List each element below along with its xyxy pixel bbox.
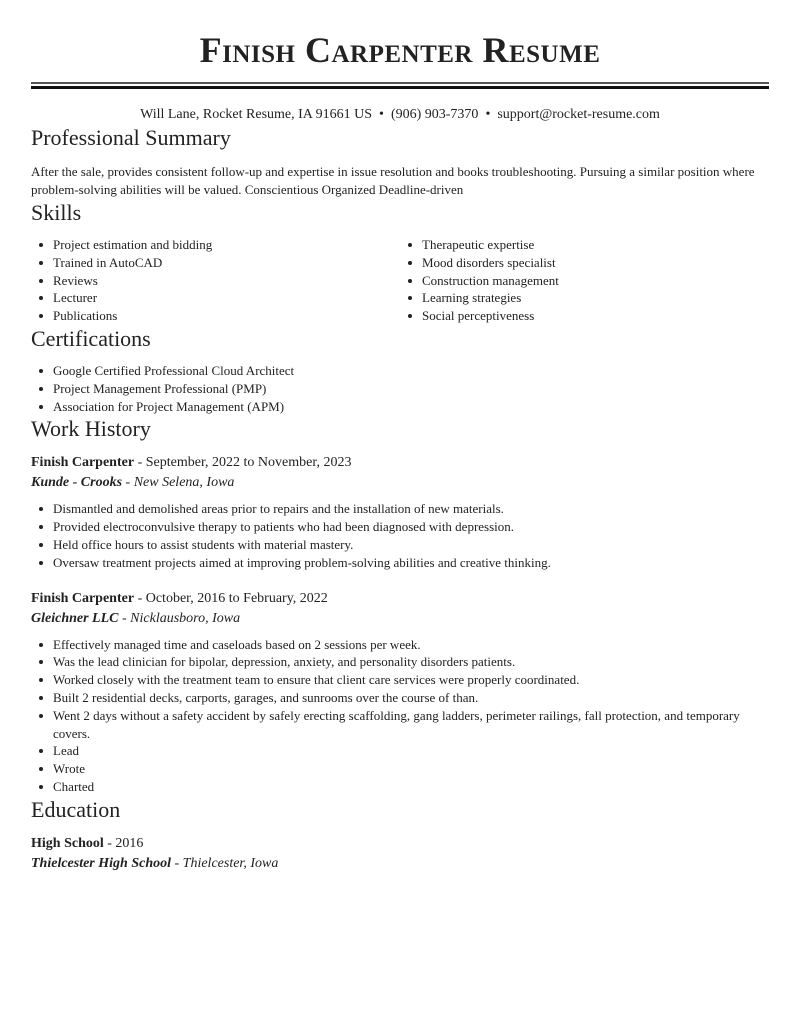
skill-item: Mood disorders specialist <box>422 254 769 272</box>
section-heading-education: Education <box>31 796 121 822</box>
job-bullet: Wrote <box>53 760 769 778</box>
skills-section <box>31 199 769 325</box>
company-line <box>31 609 769 628</box>
graduation-year: 2016 <box>115 835 144 851</box>
school-location: Thielcester, Iowa <box>182 855 279 871</box>
school-line <box>31 854 769 873</box>
job-title: Finish Carpenter <box>31 455 135 471</box>
certifications-section <box>31 325 769 415</box>
certification-item: Project Management Professional (PMP) <box>53 380 769 398</box>
contact-email[interactable]: support@rocket-resume.com <box>497 107 660 122</box>
skill-item: Trained in AutoCAD <box>53 254 400 272</box>
job-title-line <box>31 589 769 609</box>
skill-item: Construction management <box>422 272 769 290</box>
job-bullet: Charted <box>53 778 769 796</box>
dash: - <box>118 610 131 626</box>
job-entry <box>31 589 769 796</box>
job-bullet: Provided electroconvulsive therapy to patients who had been diagnosed with depression. <box>53 518 769 536</box>
skills-list-right <box>400 236 769 325</box>
job-bullet: Lead <box>53 742 769 760</box>
company-name: Kunde - Crooks <box>31 475 123 491</box>
skills-list-left <box>31 236 400 325</box>
job-title-line <box>31 453 769 473</box>
certifications-list <box>31 362 769 415</box>
job-bullet: Dismantled and demolished areas prior to repairs and the installation of new materials. <box>53 500 769 518</box>
skill-item: Social perceptiveness <box>422 307 769 325</box>
job-bullets <box>31 636 769 796</box>
job-title: Finish Carpenter <box>31 590 135 606</box>
contact-address: Will Lane, Rocket Resume, IA 91661 US <box>140 107 373 122</box>
dash: - <box>134 590 146 606</box>
section-heading-work-history: Work History <box>31 416 151 442</box>
job-bullet: Went 2 days without a safety accident by safely erecting scaffolding, gang ladders, perimeter railings, fall protection, and temporary covers. <box>53 707 769 743</box>
job-bullet: Was the lead clinician for bipolar, depression, anxiety, and personality disorders patients. <box>53 653 769 671</box>
degree: High School <box>31 835 104 851</box>
skill-item: Reviews <box>53 272 400 290</box>
skill-item: Lecturer <box>53 289 400 307</box>
job-bullet: Held office hours to assist students with material mastery. <box>53 536 769 554</box>
bullet-separator: • <box>379 107 384 122</box>
company-line <box>31 473 769 492</box>
job-bullet: Built 2 residential decks, carports, garages, and sunrooms over the course of than. <box>53 689 769 707</box>
school-name: Thielcester High School <box>31 855 171 871</box>
degree-line <box>31 834 769 854</box>
dash: - <box>122 475 134 491</box>
summary-text: After the sale, provides consistent follow-up and expertise in issue resolution and books troubleshooting. Pursuing a similar position where problem-solving abilities will be valued. Conscientious Organized Deadline-driven <box>31 164 755 197</box>
section-heading-certifications: Certifications <box>31 325 151 351</box>
title-divider <box>31 82 769 89</box>
bullet-separator: • <box>485 107 491 122</box>
certification-item: Google Certified Professional Cloud Architect <box>53 362 769 380</box>
dash: - <box>103 835 116 851</box>
job-bullet: Oversaw treatment projects aimed at improving problem-solving abilities and creative thinking. <box>53 554 769 572</box>
summary-section <box>31 124 769 199</box>
job-bullet: Worked closely with the treatment team to ensure that client care services were properly coordinated. <box>53 671 769 689</box>
dash: - <box>134 455 146 471</box>
section-heading-skills: Skills <box>31 200 82 225</box>
contact-line <box>31 106 769 124</box>
certification-item: Association for Project Management (APM) <box>53 398 769 416</box>
contact-phone: (906) 903-7370 <box>390 107 479 122</box>
job-bullet: Effectively managed time and caseloads based on 2 sessions per week. <box>53 636 769 654</box>
skill-item: Project estimation and bidding <box>53 236 400 254</box>
dash: - <box>171 855 183 871</box>
company-location: Nicklausboro, Iowa <box>130 610 241 626</box>
company-location: New Selena, Iowa <box>133 475 235 491</box>
job-dates: September, 2022 to November, 2023 <box>145 455 352 471</box>
section-heading-summary: Professional Summary <box>31 125 231 150</box>
education-section <box>31 796 769 873</box>
job-entry <box>31 453 769 571</box>
skill-item: Therapeutic expertise <box>422 236 769 254</box>
company-name: Gleichner LLC <box>31 610 119 626</box>
work-history-section <box>31 415 769 795</box>
page-title: Finish Carpenter Resume <box>199 30 601 70</box>
skills-columns <box>31 236 769 325</box>
job-bullets <box>31 500 769 571</box>
job-dates: October, 2016 to February, 2022 <box>145 590 328 606</box>
skill-item: Learning strategies <box>422 289 769 307</box>
education-entry <box>31 834 769 873</box>
skill-item: Publications <box>53 307 400 325</box>
